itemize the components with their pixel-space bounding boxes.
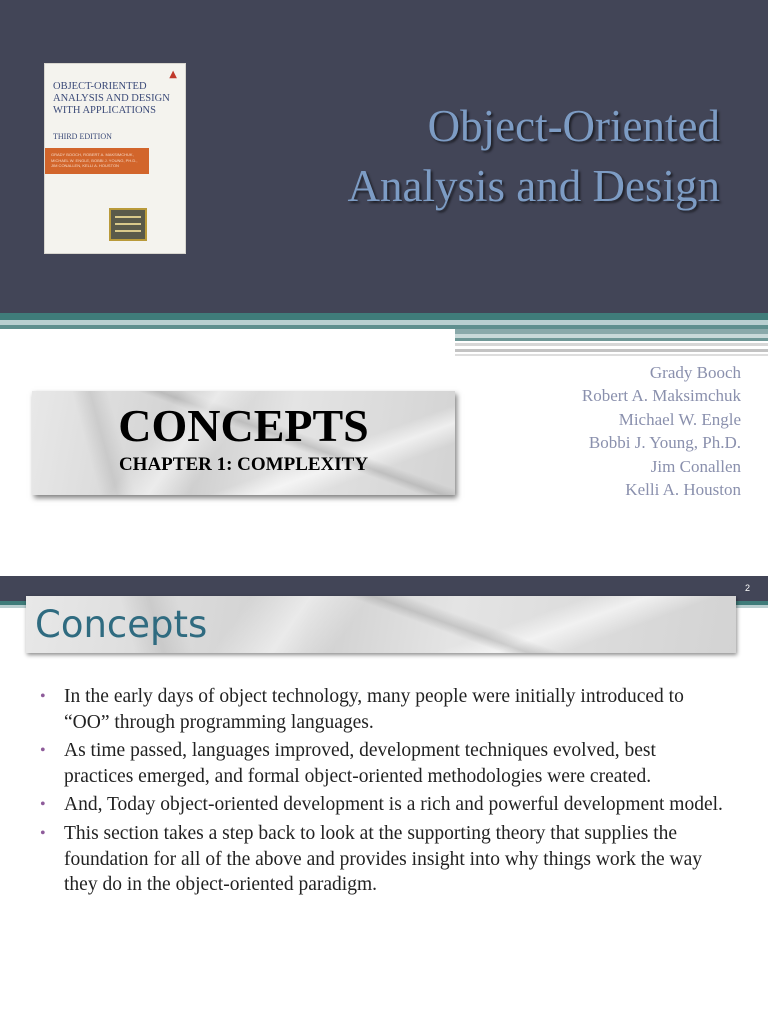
author-name: Bobbi J. Young, Ph.D. xyxy=(588,433,741,453)
author-name: Grady Booch xyxy=(649,363,741,382)
concepts-banner-title: CONCEPTS xyxy=(118,400,369,451)
concepts-banner-subtitle: CHAPTER 1: COMPLEXITY xyxy=(118,454,369,475)
bullet-list xyxy=(40,684,730,901)
list-item-text: This section takes a step back to look at the supporting theory that supplies the foundation for all of the above and provides insight into why things work the way they do in the object-oriented paradigm. xyxy=(64,822,702,896)
author-name: Jim Conallen xyxy=(650,456,741,476)
slide-title-banner xyxy=(26,596,736,653)
book-cover-title: OBJECT-ORIENTED ANALYSIS AND DESIGN WITH APPLICATIONS xyxy=(53,81,170,116)
list-item xyxy=(40,792,730,818)
list-item xyxy=(40,684,730,735)
book-cover-badge-icon xyxy=(109,208,147,241)
author-name: Michael W. Engle xyxy=(618,409,741,429)
author-name: Kelli A. Houston xyxy=(625,480,741,500)
book-cover-author-band xyxy=(45,148,149,174)
concepts-slide xyxy=(0,576,768,1024)
list-item xyxy=(40,738,730,789)
book-cover-image xyxy=(45,64,185,253)
slide-title: Concepts xyxy=(35,603,208,646)
book-cover-authors: GRADY BOOCH, ROBERT A. MAKSIMCHUK, MICHAEL W. ENGLE, BOBBI J. YOUNG, PH.D., JIM CONALLEN, KELLI A. HOUSTON xyxy=(51,152,138,168)
header-stripe-right-3 xyxy=(455,338,768,341)
bullet-dot-icon: • xyxy=(40,824,46,842)
list-item-text: And, Today object-oriented development is a rich and powerful development model. xyxy=(64,794,723,816)
concepts-banner xyxy=(32,391,455,495)
bullet-dot-icon: • xyxy=(40,688,46,705)
publisher-logo-icon: ▲ xyxy=(169,69,177,80)
header-stripe-right-5 xyxy=(455,349,768,352)
list-item xyxy=(40,821,730,898)
header-stripe-teal xyxy=(0,313,768,320)
presentation-title-line1: Object-Oriented xyxy=(427,101,720,151)
author-name: Robert A. Maksimchuk xyxy=(581,386,741,406)
book-cover-edition: THIRD EDITION xyxy=(53,132,112,141)
presentation-title xyxy=(260,96,720,216)
presentation-title-line2: Analysis and Design xyxy=(347,161,720,211)
header-stripe-right-4 xyxy=(455,343,768,346)
list-item-text: As time passed, languages improved, development techniques evolved, best practices emerged, and formal object-oriented methodologies were created. xyxy=(64,740,656,787)
slide-number: 2 xyxy=(744,583,750,593)
bullet-dot-icon: • xyxy=(40,796,46,814)
bullet-dot-icon: • xyxy=(40,742,46,760)
author-list xyxy=(582,361,741,501)
list-item-text: In the early days of object technology, many people were initially introduced to “OO” through programming languages. xyxy=(64,686,684,733)
header-stripe-right-6 xyxy=(455,354,768,356)
